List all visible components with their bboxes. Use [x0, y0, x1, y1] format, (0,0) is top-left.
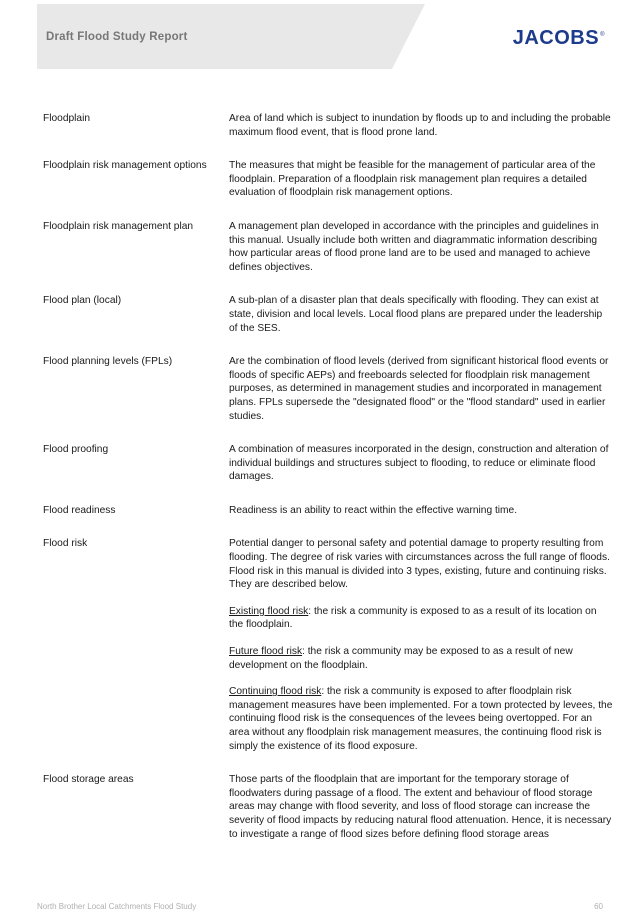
glossary-definition	[229, 112, 613, 139]
glossary-term: Floodplain risk management options	[43, 160, 207, 172]
risk-type-label: Continuing flood risk	[229, 686, 322, 698]
glossary-entry	[43, 537, 613, 753]
risk-type-paragraph	[229, 685, 613, 753]
glossary-term: Flood risk	[43, 538, 88, 550]
definition-paragraph: Are the combination of flood levels (derived from significant historical flood events or floods of specific AEPs) and freeboards selected for floodplain risk management purposes, as determined in management studies and incorporated in management plans. FPLs supersede the "designated flood" or the "flood standard" used in earlier studies.	[229, 356, 609, 422]
glossary-definition	[229, 355, 613, 423]
logo-text: JACOBS	[512, 27, 600, 49]
risk-type-text: : the risk a community is exposed to after floodplain risk management measures have been implemented. For a town protected by levees, the continuing flood risk is the consequences of the levees being overtopped. For an area without any floodplain risk management measures, the continuing flood risk is simply the existence of its flood exposure.	[229, 686, 613, 752]
glossary-term: Flood planning levels (FPLs)	[43, 356, 173, 368]
risk-type-text: : the risk a community is exposed to as a result of its location on the floodplain.	[229, 605, 597, 631]
jacobs-logo	[513, 27, 605, 50]
glossary-term: Floodplain	[43, 113, 91, 124]
glossary-entry	[43, 294, 613, 335]
glossary-entry	[43, 220, 613, 274]
risk-type-label: Existing flood risk	[229, 605, 309, 617]
risk-type-text: : the risk a community may be exposed to as a result of new development on the floodplain.	[229, 646, 573, 671]
definition-paragraph: A combination of measures incorporated in the design, construction and alteration of individual buildings and structures subject to flooding, to reduce or eliminate flood damages.	[229, 444, 609, 483]
risk-type-label: Future flood risk	[229, 646, 303, 658]
definition-paragraph: The measures that might be feasible for the management of particular area of the floodplain. Preparation of a floodplain risk management plan requires a detailed evaluation of floodplain risk management options.	[229, 160, 596, 199]
glossary-term: Flood plan (local)	[43, 295, 122, 307]
definition-paragraph: Area of land which is subject to inundation by floods up to and including the probable maximum flood event, that is flood prone land.	[229, 113, 611, 138]
glossary-definition	[229, 159, 613, 200]
risk-type-paragraph	[229, 645, 613, 672]
glossary-definition	[229, 504, 613, 518]
definition-paragraph: A management plan developed in accordance with the principles and guidelines in this manual. Usually include both written and diagrammatic information describing how particular areas of flood prone land are to be used and managed to achieve defines objectives.	[229, 220, 599, 273]
glossary-term: Flood readiness	[43, 504, 116, 516]
definition-paragraph: Readiness is an ability to react within the effective warning time.	[229, 504, 518, 516]
glossary-term: Floodplain risk management plan	[43, 220, 194, 232]
glossary-entry	[43, 443, 613, 484]
glossary-definition	[229, 220, 613, 274]
glossary-term: Flood storage areas	[43, 774, 134, 786]
registered-mark: ®	[600, 32, 605, 39]
glossary-definition	[229, 537, 613, 753]
definition-paragraph: A sub-plan of a disaster plan that deals specifically with flooding. They can exist at state, division and local levels. Local flood plans are prepared under the leadership of the SES.	[229, 295, 603, 334]
glossary-entry	[43, 773, 613, 841]
risk-type-paragraph	[229, 605, 613, 632]
glossary-entry	[43, 355, 613, 423]
footer-doc-name: North Brother Local Catchments Flood Study	[37, 902, 197, 911]
report-title: Draft Flood Study Report	[46, 31, 188, 43]
glossary-table	[43, 112, 613, 841]
glossary-definition	[229, 294, 613, 335]
glossary-definition	[229, 443, 613, 484]
glossary-entry	[43, 112, 613, 139]
definition-paragraph: Potential danger to personal safety and potential damage to property resulting from flooding. The degree of risk varies with circumstances across the full range of floods. Flood risk in this manual is divided into 3 types, existing, future and continuing risks. They are described below.	[229, 538, 610, 591]
glossary-definition	[229, 773, 613, 841]
definition-paragraph: Those parts of the floodplain that are important for the temporary storage of floodwaters during passage of a flood. The extent and behaviour of flood storage areas may change with flood severity, and loss of flood storage can increase the severity of flood impacts by reducing natural flood attenuation. Hence, it is necessary to investigate a range of flood sizes before defining flood storage areas	[229, 774, 612, 840]
glossary-term: Flood proofing	[43, 444, 109, 456]
glossary-entry	[43, 504, 613, 518]
glossary-entry	[43, 159, 613, 200]
page-number: 60	[594, 902, 603, 911]
